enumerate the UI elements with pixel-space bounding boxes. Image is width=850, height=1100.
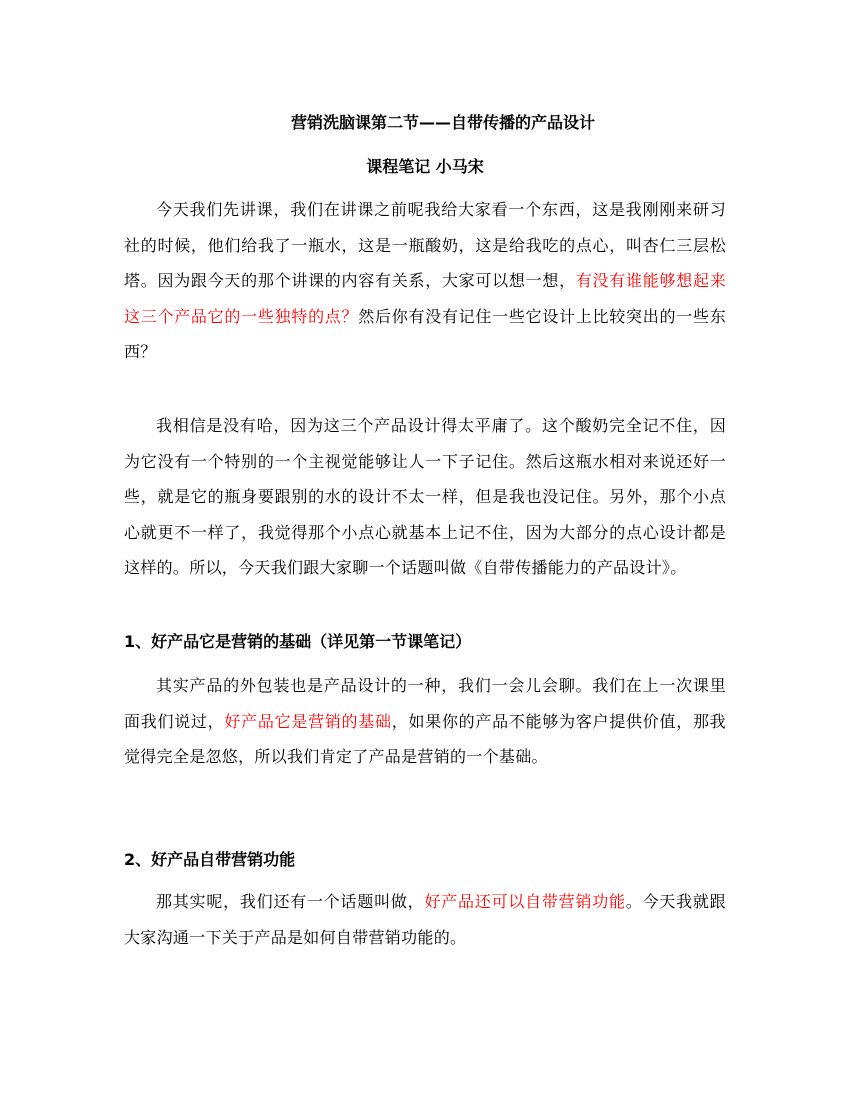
document-title: 营销洗脑课第二节——自带传播的产品设计 — [290, 113, 595, 132]
section-heading-2: 2、好产品自带营销功能 — [124, 850, 296, 869]
highlighted-text: 好产品它是营销的基础 — [224, 711, 392, 731]
paragraph-text: 今天我们先讲课，我们在讲课之前呢我给大家看一个东西，这是我刚刚来研习社的时候，他们给我了一瓶水，这是一瓶酸奶，这是给我吃的点心，叫杏仁三层松塔。因为跟今天的那个讲课的内容有关系，大家可以想一想， — [124, 200, 726, 290]
paragraph-intro — [124, 192, 726, 370]
paragraph-text: 其实产品的外包装也是产品设计的一种，我们一会儿会聊。我们在上一次课里面我们说过， — [124, 676, 726, 731]
paragraph-section-2 — [124, 884, 726, 955]
paragraph-opinion: 我相信是没有哈，因为这三个产品设计得太平庸了。这个酸奶完全记不住，因为它没有一个特别的一个主视觉能够让人一下子记住。然后这瓶水相对来说还好一些，就是它的瓶身要跟别的水的设计不太一样，但是我也没记住。另外，那个小点心就更不一样了，我觉得那个小点心就基本上记不住，因为大部分的点心设计都是这样的。所以，今天我们跟大家聊一个话题叫做《自带传播能力的产品设计》。 — [124, 416, 726, 577]
highlighted-text: 好产品还可以自带营销功能 — [424, 892, 626, 911]
document-subtitle: 课程笔记 小马宋 — [366, 157, 484, 176]
paragraph-text: 那其实呢，我们还有一个话题叫做， — [156, 892, 425, 911]
paragraph-text: ，如果你的产品不能够为客户提供价值，那我觉得完全是忽悠，所以我们肯定了产品是营销的一个基础。 — [124, 711, 726, 766]
paragraph-text: 然后你有没有记住一些它设计上比较突出的一些东西？ — [124, 306, 726, 361]
paragraph-text: 。今天我就跟大家沟通一下关于产品是如何自带营销功能的。 — [124, 892, 726, 947]
highlighted-text: 有没有谁能够想起来这三个产品它的一些独特的点？ — [124, 271, 727, 326]
paragraph-section-1 — [124, 668, 726, 775]
section-heading-1: 1、好产品它是营销的基础（详见第一节课笔记） — [124, 632, 472, 651]
